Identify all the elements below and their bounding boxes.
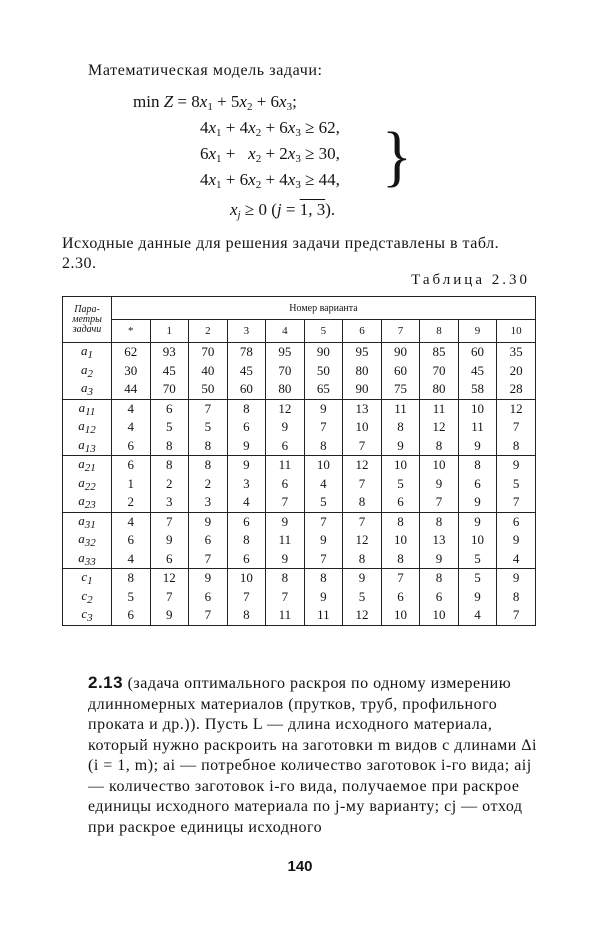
- value-cell: 4: [304, 475, 343, 494]
- table-row: [63, 399, 536, 418]
- value-cell: 12: [343, 531, 382, 550]
- value-cell: 4: [458, 606, 497, 625]
- value-cell: 9: [420, 475, 459, 494]
- value-cell: 60: [227, 380, 266, 399]
- value-cell: 6: [112, 437, 151, 456]
- value-cell: 70: [189, 343, 228, 362]
- value-cell: 7: [497, 418, 536, 437]
- value-cell: 13: [343, 399, 382, 418]
- value-cell: 6: [497, 512, 536, 531]
- problem-paragraph: [88, 673, 538, 838]
- value-cell: 6: [189, 531, 228, 550]
- param-cell: $a_{13}$: [63, 437, 112, 456]
- table-row: [63, 531, 536, 550]
- value-cell: 7: [150, 588, 189, 607]
- value-cell: 9: [458, 437, 497, 456]
- value-cell: 30: [112, 362, 151, 381]
- value-cell: 8: [227, 606, 266, 625]
- value-cell: 10: [420, 456, 459, 475]
- value-cell: 9: [304, 588, 343, 607]
- param-cell: $c_3$: [63, 606, 112, 625]
- value-cell: 8: [343, 493, 382, 512]
- table-row: [63, 512, 536, 531]
- value-cell: 12: [420, 418, 459, 437]
- value-cell: 8: [458, 456, 497, 475]
- value-cell: 8: [420, 437, 459, 456]
- value-cell: 12: [343, 456, 382, 475]
- value-cell: 10: [343, 418, 382, 437]
- value-cell: 9: [458, 588, 497, 607]
- value-cell: 6: [227, 418, 266, 437]
- value-cell: 7: [343, 475, 382, 494]
- value-cell: 8: [227, 531, 266, 550]
- value-cell: 45: [150, 362, 189, 381]
- param-cell: $c_1$: [63, 569, 112, 588]
- objective-function: $\min Z = 8x_1 + 5x_2 + 6x_3$;: [133, 92, 297, 113]
- value-cell: 9: [420, 550, 459, 569]
- value-cell: 8: [420, 569, 459, 588]
- table-row: [63, 456, 536, 475]
- value-cell: 6: [420, 588, 459, 607]
- value-cell: 4: [112, 550, 151, 569]
- value-cell: 8: [150, 437, 189, 456]
- table-row: [63, 493, 536, 512]
- param-cell: $a_3$: [63, 380, 112, 399]
- value-cell: 10: [304, 456, 343, 475]
- param-cell: $a_{31}$: [63, 512, 112, 531]
- param-cell: $a_{21}$: [63, 456, 112, 475]
- value-cell: 90: [343, 380, 382, 399]
- value-cell: 12: [497, 399, 536, 418]
- value-cell: 11: [381, 399, 420, 418]
- value-cell: 9: [266, 512, 305, 531]
- column-header: 2: [189, 320, 228, 343]
- value-cell: 10: [381, 606, 420, 625]
- value-cell: 6: [189, 588, 228, 607]
- value-cell: 85: [420, 343, 459, 362]
- data-paragraph: Исходные данные для решения задачи представлены в табл. 2.30.: [62, 235, 500, 272]
- value-cell: 11: [266, 531, 305, 550]
- param-header: Пара-метры задачи: [63, 297, 112, 343]
- value-cell: 8: [343, 550, 382, 569]
- value-cell: 9: [266, 418, 305, 437]
- table-row: [63, 550, 536, 569]
- variant-header: Номер варианта: [112, 297, 536, 320]
- value-cell: 7: [381, 569, 420, 588]
- value-cell: 7: [189, 550, 228, 569]
- table-caption: Таблица 2.30: [411, 272, 530, 288]
- table-row: [63, 437, 536, 456]
- value-cell: 8: [266, 569, 305, 588]
- value-cell: 45: [458, 362, 497, 381]
- variant-table: [62, 296, 536, 626]
- value-cell: 1: [112, 475, 151, 494]
- param-cell: $a_{12}$: [63, 418, 112, 437]
- value-cell: 9: [458, 493, 497, 512]
- param-cell: $a_{22}$: [63, 475, 112, 494]
- param-cell: $a_{32}$: [63, 531, 112, 550]
- problem-text: (задача оптимального раскроя по одному измерению длинномерных материалов (прутков, труб, профильного проката и др.)). Пусть L — длина исходного материала, который нужно раскроить на заготовки m видов с длинами Δi (i = 1, m); ai — потребное количество заготовок i-го вида; aij — количество заготовок i-го вида, получаемое при раскрое единицы исходного материала по j-му варианту; cj — отход при раскрое единицы исходного: [88, 675, 537, 836]
- value-cell: 78: [227, 343, 266, 362]
- value-cell: 8: [420, 512, 459, 531]
- param-cell: $a_1$: [63, 343, 112, 362]
- value-cell: 3: [227, 475, 266, 494]
- value-cell: 7: [227, 588, 266, 607]
- value-cell: 9: [227, 437, 266, 456]
- value-cell: 9: [497, 569, 536, 588]
- value-cell: 7: [304, 512, 343, 531]
- value-cell: 3: [150, 493, 189, 512]
- value-cell: 8: [304, 437, 343, 456]
- column-header: *: [112, 320, 151, 343]
- value-cell: 8: [189, 437, 228, 456]
- value-cell: 60: [381, 362, 420, 381]
- value-cell: 8: [150, 456, 189, 475]
- value-cell: 11: [420, 399, 459, 418]
- value-cell: 9: [304, 531, 343, 550]
- value-cell: 10: [420, 606, 459, 625]
- value-cell: 10: [381, 531, 420, 550]
- value-cell: 9: [304, 399, 343, 418]
- value-cell: 11: [266, 456, 305, 475]
- value-cell: 5: [150, 418, 189, 437]
- value-cell: 7: [497, 606, 536, 625]
- value-cell: 7: [497, 493, 536, 512]
- value-cell: 5: [343, 588, 382, 607]
- problem-number: 2.13: [88, 673, 124, 692]
- value-cell: 44: [112, 380, 151, 399]
- table-row: [63, 588, 536, 607]
- value-cell: 9: [189, 569, 228, 588]
- table-row: [63, 475, 536, 494]
- value-cell: 11: [266, 606, 305, 625]
- value-cell: 28: [497, 380, 536, 399]
- value-cell: 7: [304, 550, 343, 569]
- value-cell: 95: [266, 343, 305, 362]
- value-cell: 11: [458, 418, 497, 437]
- value-cell: 7: [266, 588, 305, 607]
- value-cell: 8: [112, 569, 151, 588]
- value-cell: 5: [381, 475, 420, 494]
- value-cell: 12: [343, 606, 382, 625]
- value-cell: 6: [150, 550, 189, 569]
- value-cell: 9: [343, 569, 382, 588]
- column-header: 3: [227, 320, 266, 343]
- table-row: [63, 606, 536, 625]
- value-cell: 6: [227, 550, 266, 569]
- value-cell: 9: [497, 531, 536, 550]
- value-cell: 40: [189, 362, 228, 381]
- value-cell: 70: [150, 380, 189, 399]
- value-cell: 7: [266, 493, 305, 512]
- param-cell: $a_{11}$: [63, 399, 112, 418]
- value-cell: 10: [458, 399, 497, 418]
- value-cell: 13: [420, 531, 459, 550]
- value-cell: 4: [112, 399, 151, 418]
- value-cell: 8: [304, 569, 343, 588]
- value-cell: 35: [497, 343, 536, 362]
- value-cell: 95: [343, 343, 382, 362]
- value-cell: 6: [112, 606, 151, 625]
- value-cell: 9: [150, 606, 189, 625]
- value-cell: 7: [343, 512, 382, 531]
- value-cell: 12: [150, 569, 189, 588]
- column-header: 1: [150, 320, 189, 343]
- value-cell: 8: [497, 588, 536, 607]
- constraint-2: $6x_1 + x_2 + 2x_3 \ge 30$,: [200, 144, 340, 165]
- value-cell: 4: [227, 493, 266, 512]
- column-header: 7: [381, 320, 420, 343]
- value-cell: 58: [458, 380, 497, 399]
- value-cell: 90: [304, 343, 343, 362]
- value-cell: 20: [497, 362, 536, 381]
- column-header: 8: [420, 320, 459, 343]
- value-cell: 70: [266, 362, 305, 381]
- table-row: [63, 418, 536, 437]
- table-body: [63, 343, 536, 626]
- value-cell: 9: [266, 550, 305, 569]
- value-cell: 10: [381, 456, 420, 475]
- value-cell: 9: [458, 512, 497, 531]
- value-cell: 6: [266, 475, 305, 494]
- value-cell: 9: [189, 512, 228, 531]
- brace-symbol: }: [382, 119, 412, 194]
- value-cell: 6: [150, 399, 189, 418]
- nonnegativity-condition: $x_j \ge 0$ (j = 1, 3).: [230, 200, 336, 221]
- value-cell: 4: [497, 550, 536, 569]
- param-cell: $a_{33}$: [63, 550, 112, 569]
- value-cell: 4: [112, 512, 151, 531]
- column-header: 4: [266, 320, 305, 343]
- value-cell: 7: [189, 399, 228, 418]
- value-cell: 4: [112, 418, 151, 437]
- value-cell: 6: [112, 456, 151, 475]
- value-cell: 8: [381, 418, 420, 437]
- value-cell: 90: [381, 343, 420, 362]
- column-header: 9: [458, 320, 497, 343]
- param-cell: $a_{23}$: [63, 493, 112, 512]
- table-row: [63, 343, 536, 362]
- value-cell: 10: [458, 531, 497, 550]
- column-header: 5: [304, 320, 343, 343]
- value-cell: 50: [189, 380, 228, 399]
- value-cell: 50: [304, 362, 343, 381]
- value-cell: 10: [227, 569, 266, 588]
- param-cell: $c_2$: [63, 588, 112, 607]
- value-cell: 5: [304, 493, 343, 512]
- value-cell: 5: [112, 588, 151, 607]
- value-cell: 2: [189, 475, 228, 494]
- value-cell: 93: [150, 343, 189, 362]
- column-header-row: [63, 320, 536, 343]
- value-cell: 8: [227, 399, 266, 418]
- value-cell: 7: [150, 512, 189, 531]
- value-cell: 45: [227, 362, 266, 381]
- value-cell: 7: [189, 606, 228, 625]
- value-cell: 9: [497, 456, 536, 475]
- value-cell: 2: [150, 475, 189, 494]
- table-row: [63, 380, 536, 399]
- param-cell: $a_2$: [63, 362, 112, 381]
- value-cell: 5: [458, 569, 497, 588]
- value-cell: 8: [381, 512, 420, 531]
- value-cell: 6: [112, 531, 151, 550]
- constraint-1: $4x_1 + 4x_2 + 6x_3 \ge 62$,: [200, 118, 340, 139]
- value-cell: 5: [458, 550, 497, 569]
- value-cell: 65: [304, 380, 343, 399]
- value-cell: 62: [112, 343, 151, 362]
- intro-text: Математическая модель задачи:: [88, 62, 323, 79]
- table-row: [63, 362, 536, 381]
- page-number: 140: [287, 858, 313, 875]
- value-cell: 5: [497, 475, 536, 494]
- value-cell: 8: [497, 437, 536, 456]
- column-header: 6: [343, 320, 382, 343]
- value-cell: 6: [227, 512, 266, 531]
- value-cell: 9: [150, 531, 189, 550]
- table-row: [63, 569, 536, 588]
- value-cell: 80: [343, 362, 382, 381]
- value-cell: 7: [420, 493, 459, 512]
- value-cell: 75: [381, 380, 420, 399]
- value-cell: 70: [420, 362, 459, 381]
- value-cell: 80: [420, 380, 459, 399]
- value-cell: 2: [112, 493, 151, 512]
- value-cell: 6: [266, 437, 305, 456]
- value-cell: 60: [458, 343, 497, 362]
- value-cell: 7: [304, 418, 343, 437]
- value-cell: 6: [458, 475, 497, 494]
- value-cell: 11: [304, 606, 343, 625]
- constraint-3: $4x_1 + 6x_2 + 4x_3 \ge 44$,: [200, 170, 340, 191]
- value-cell: 3: [189, 493, 228, 512]
- value-cell: 5: [189, 418, 228, 437]
- value-cell: 80: [266, 380, 305, 399]
- value-cell: 6: [381, 493, 420, 512]
- value-cell: 9: [227, 456, 266, 475]
- value-cell: 6: [381, 588, 420, 607]
- value-cell: 12: [266, 399, 305, 418]
- value-cell: 7: [343, 437, 382, 456]
- value-cell: 8: [189, 456, 228, 475]
- column-header: 10: [497, 320, 536, 343]
- value-cell: 8: [381, 550, 420, 569]
- value-cell: 9: [381, 437, 420, 456]
